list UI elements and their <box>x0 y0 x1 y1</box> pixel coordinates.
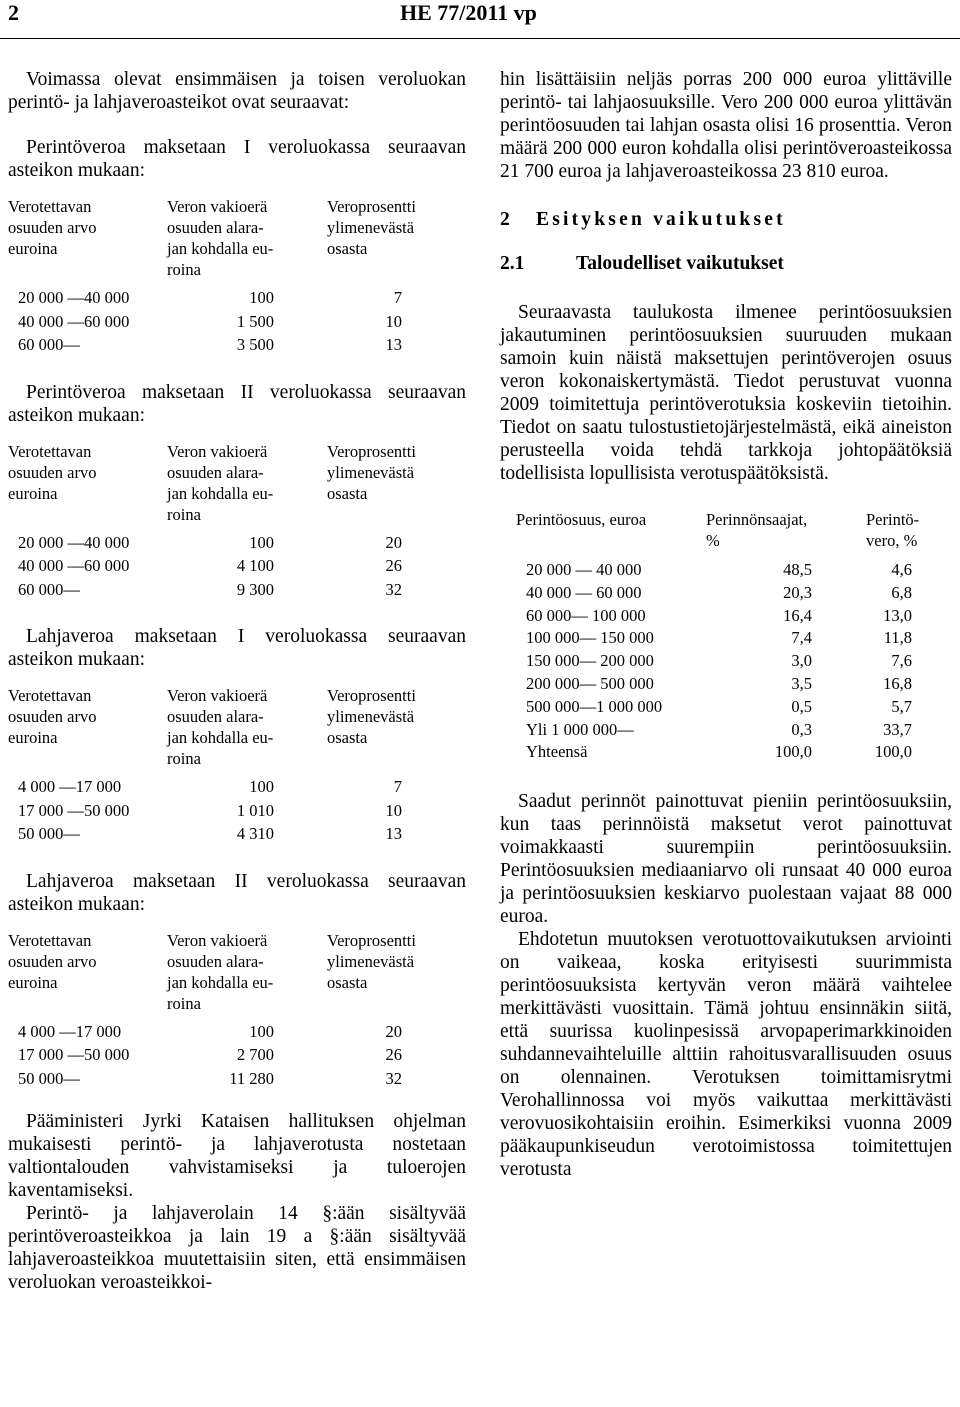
rate-table-header <box>8 930 466 1014</box>
rate-percent: 26 <box>385 1045 402 1064</box>
rate-range: 60 000— <box>18 579 80 599</box>
rate-base-amount: 100 <box>249 777 274 796</box>
paragraph-table-intro: Seuraavasta taulukosta ilmenee perintöosuuksien jakautuminen perintöosuuksien suuruuden mukaan samoin kuin näistä maksettujen perintöverojen osuus veron kokonaiskertymästä. Tiedot perustuvat vuonna 2009 toimitettuja perintöverotuksia koskeviin tietoihin. Tiedot on saatu tulostustietojärjestelmästä, eikä aineiston perusteella voida tehdä tarkkoja johtopäätöksiä todellisista lopullisista verotuspäätöksistä. <box>500 302 952 484</box>
stat-table-body <box>510 559 952 764</box>
rate-header-cell: Verotettavan osuuden arvo euroina <box>8 686 97 747</box>
stat-heirs-percent: 20,3 <box>783 582 812 602</box>
rate-range: 60 000— <box>18 335 80 354</box>
table-row <box>8 554 466 578</box>
stat-header-share: Perintöosuus, euroa <box>516 510 647 529</box>
table-row <box>510 741 952 764</box>
stat-header-tax: Perintö- vero, % <box>866 510 920 550</box>
rate-percent: 20 <box>385 1021 402 1041</box>
intro-paragraph: Voimassa olevat ensimmäisen ja toisen veroluokan perintö- ja lahjaveroasteikot ovat seuraavat: <box>8 69 466 113</box>
rate-percent: 10 <box>385 311 402 331</box>
stat-share-range: 500 000—1 000 000 <box>526 696 663 716</box>
rate-base-amount: 4 100 <box>236 556 274 575</box>
rate-base-amount: 100 <box>249 288 274 307</box>
table-row <box>510 605 952 628</box>
stat-tax-percent: 13,0 <box>883 605 912 625</box>
rate-table-body <box>8 1020 466 1091</box>
rate-header-cell: Veron vakioerä osuuden alara- jan kohdalla eu- roina <box>167 441 274 524</box>
rate-header-cell: Veron vakioerä osuuden alara- jan kohdalla eu- roina <box>167 930 274 1013</box>
rate-base-amount: 100 <box>249 1021 274 1041</box>
stat-tax-percent: 33,7 <box>883 719 912 739</box>
stat-tax-percent: 6,8 <box>891 582 912 602</box>
table-row <box>510 650 952 673</box>
rate-percent: 32 <box>385 1068 402 1088</box>
table-row <box>8 333 466 357</box>
rate-base-amount: 2 700 <box>236 1045 274 1064</box>
rate-range: 17 000 —50 000 <box>18 800 130 820</box>
rate-range: 4 000 —17 000 <box>18 777 122 796</box>
rate-base-amount: 11 280 <box>229 1068 274 1088</box>
rate-range: 40 000 —60 000 <box>18 556 130 575</box>
table-row <box>8 799 466 823</box>
section-2-title: Esityksen vaikutukset <box>536 209 786 230</box>
rate-header-cell: Verotettavan osuuden arvo euroina <box>8 197 97 258</box>
rate-percent: 7 <box>393 777 402 796</box>
stat-tax-percent: 16,8 <box>883 673 912 693</box>
stat-heirs-percent: 48,5 <box>783 560 812 579</box>
rate-header-cell: Verotettavan osuuden arvo euroina <box>8 930 97 992</box>
rate-table-header <box>8 685 466 769</box>
continued-paragraph: hin lisättäisiin neljäs porras 200 000 euroa ylittäville perintö- tai lahjaosuuksille. Vero 200 000 euroa ylittävän perintöosuuden tai lahjan osasta olisi 16 prosenttia. Veron määrä 200 000 euron kohdalla olisi perintöveroasteikossa 21 700 euroa ja lahjaveroasteikossa 23 810 euroa. <box>500 69 952 182</box>
rate-table <box>8 625 466 846</box>
rate-table <box>8 381 466 602</box>
rate-tables <box>8 136 466 1090</box>
section-2-1-title: Taloudelliset vaikutukset <box>576 253 784 274</box>
stat-tax-percent: 4,6 <box>891 560 912 579</box>
rate-header-cell: Veron vakioerä osuuden alara- jan kohdalla eu- roina <box>167 197 274 279</box>
rate-range: 20 000 —40 000 <box>18 532 130 552</box>
rate-header-cell: Veroprosentti ylimenevästä osasta <box>327 930 416 992</box>
rate-header-cell: Veroprosentti ylimenevästä osasta <box>327 197 416 258</box>
rate-percent: 13 <box>385 335 402 354</box>
header-rule <box>0 38 960 39</box>
table-row <box>510 719 952 742</box>
table-row <box>8 1067 466 1091</box>
rate-header-cell: Veroprosentti ylimenevästä osasta <box>327 686 416 747</box>
rate-base-amount: 9 300 <box>236 579 274 599</box>
table-row <box>510 673 952 696</box>
table-row <box>510 582 952 605</box>
table-row <box>8 286 466 310</box>
paragraph-government-program: Pääministeri Jyrki Kataisen hallituksen ohjelman mukaisesti perintö- ja lahjaverotusta nostetaan valtiontalouden vahvistamiseksi ja tuloerojen kaventamiseksi. <box>8 1111 466 1201</box>
section-2-1-heading <box>500 253 952 275</box>
paragraph-law-change: Perintö- ja lahjaverolain 14 §:ään sisältyvää perintöveroasteikkoa ja lain 19 a §:ään sisältyvää lahjaveroasteikkoa muutettaisiin siten, että ensimmäisen veroluokan veroasteikkoi- <box>8 1203 466 1293</box>
stat-share-range: Yli 1 000 000— <box>526 719 634 739</box>
stat-header-heirs: Perinnönsaajat, % <box>706 510 808 550</box>
stat-heirs-percent: 0,3 <box>791 719 812 739</box>
stat-heirs-percent: 7,4 <box>791 628 812 648</box>
rate-table <box>8 136 466 357</box>
stat-tax-percent: 100,0 <box>874 742 912 762</box>
rate-table-caption: Perintöveroa maksetaan I veroluokassa seuraavan asteikon mukaan: <box>8 137 466 181</box>
stat-share-range: 200 000— 500 000 <box>526 673 654 693</box>
section-2-number: 2 <box>500 209 510 230</box>
rate-table-body <box>8 531 466 602</box>
table-row <box>8 1043 466 1067</box>
inheritance-statistics-table <box>510 509 952 764</box>
right-column <box>500 68 952 1181</box>
stat-heirs-percent: 3,0 <box>791 651 812 671</box>
stat-tax-percent: 7,6 <box>891 651 912 671</box>
table-row <box>8 531 466 555</box>
table-row <box>8 1020 466 1044</box>
table-row <box>510 696 952 719</box>
table-row <box>8 822 466 846</box>
rate-range: 20 000 —40 000 <box>18 288 130 307</box>
document-id: HE 77/2011 vp <box>400 0 537 25</box>
rate-base-amount: 1 010 <box>236 800 274 820</box>
stat-share-range: 40 000 — 60 000 <box>526 582 642 602</box>
stat-share-range: 100 000— 150 000 <box>526 628 654 648</box>
stat-share-range: 150 000— 200 000 <box>526 651 654 671</box>
rate-table-body <box>8 775 466 846</box>
stat-table-header <box>510 509 952 555</box>
rate-percent: 26 <box>385 556 402 575</box>
rate-range: 50 000— <box>18 824 80 843</box>
stat-share-range: Yhteensä <box>526 742 588 762</box>
stat-heirs-percent: 0,5 <box>791 696 812 716</box>
stat-heirs-percent: 16,4 <box>783 605 812 625</box>
rate-table-caption: Lahjaveroa maksetaan I veroluokassa seuraavan asteikon mukaan: <box>8 626 466 670</box>
paragraph-revenue-effect: Ehdotetun muutoksen verotuottovaikutuksen arviointi on vaikeaa, koska erityisesti suurimmista perintöosuuksista kertyvän veron määrä vaihtelee merkittävästi vuosittain. Tämä johtuu ensinnäkin siitä, että suurissa kuolinpesissä arvopaperimarkkinoiden suhdannevaihteluille alttiin rahoitusvarallisuuden osuus on olennainen. Verotuksen toimittamisrytmi Verohallinnossa voi myös vaikuttaa merkittävästi verovuosikohtaisiin eroihin. Esimerkiksi vuonna 2009 pääkaupunkiseudun verotoimistossa toimitettujen verotusta <box>500 929 952 1181</box>
rate-table-caption: Perintöveroa maksetaan II veroluokassa seuraavan asteikon mukaan: <box>8 381 466 426</box>
paragraph-distribution: Saadut perinnöt painottuvat pieniin perintöosuuksiin, kun taas perinnöistä maksetut verot painottuvat voimakkaasti suurempiin perintöosuuksiin. Perintöosuuksien mediaaniarvo oli runsaat 40 000 euroa ja perintöosuuksien keskiarvo puolestaan vajaat 88 000 euroa. <box>500 791 952 928</box>
left-column <box>8 68 466 1294</box>
table-row <box>510 559 952 582</box>
table-row <box>8 310 466 334</box>
rate-table-header <box>8 441 466 525</box>
rate-percent: 7 <box>393 288 402 307</box>
table-row <box>510 627 952 650</box>
rate-base-amount: 3 500 <box>236 335 274 354</box>
rate-range: 50 000— <box>18 1068 80 1088</box>
rate-header-cell: Veron vakioerä osuuden alara- jan kohdalla eu- roina <box>167 686 274 768</box>
rate-percent: 13 <box>385 824 402 843</box>
rate-table <box>8 870 466 1091</box>
rate-range: 40 000 —60 000 <box>18 311 130 331</box>
section-2-heading <box>500 209 952 231</box>
rate-header-cell: Veroprosentti ylimenevästä osasta <box>327 441 416 503</box>
table-row <box>8 775 466 799</box>
stat-share-range: 20 000 — 40 000 <box>526 560 642 579</box>
page-number: 2 <box>8 0 19 25</box>
rate-base-amount: 4 310 <box>236 824 274 843</box>
stat-heirs-percent: 3,5 <box>791 673 812 693</box>
stat-tax-percent: 5,7 <box>891 696 912 716</box>
rate-percent: 10 <box>385 800 402 820</box>
rate-percent: 20 <box>385 532 402 552</box>
rate-range: 17 000 —50 000 <box>18 1045 130 1064</box>
rate-base-amount: 1 500 <box>236 311 274 331</box>
stat-heirs-percent: 100,0 <box>774 742 812 762</box>
rate-table-body <box>8 286 466 357</box>
rate-range: 4 000 —17 000 <box>18 1021 122 1041</box>
section-2-1-number: 2.1 <box>500 253 525 274</box>
rate-table-header <box>8 196 466 280</box>
stat-tax-percent: 11,8 <box>883 628 912 648</box>
stat-share-range: 60 000— 100 000 <box>526 605 646 625</box>
table-row <box>8 578 466 602</box>
rate-header-cell: Verotettavan osuuden arvo euroina <box>8 441 97 503</box>
rate-base-amount: 100 <box>249 532 274 552</box>
rate-table-caption: Lahjaveroa maksetaan II veroluokassa seuraavan asteikon mukaan: <box>8 870 466 915</box>
rate-percent: 32 <box>385 579 402 599</box>
